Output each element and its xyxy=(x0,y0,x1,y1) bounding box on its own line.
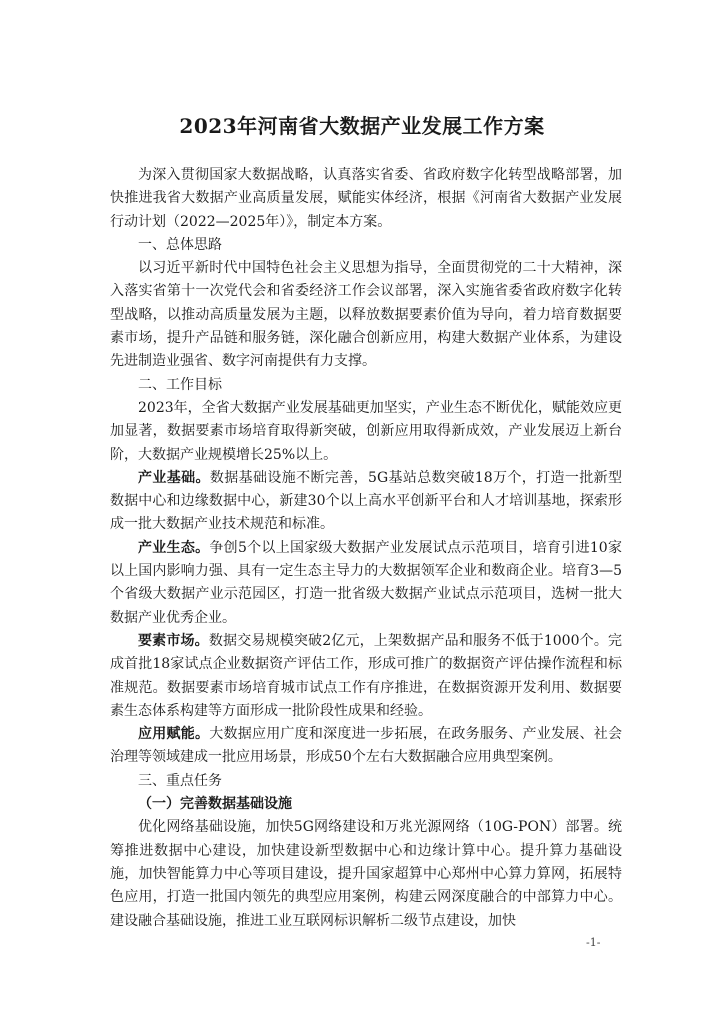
overall-approach-paragraph: 以习近平新时代中国特色社会主义思想为指导，全面贯彻党的二十大精神，深入落实省第十一次党代会和省委经济工作会议部署，深入实施省委省政府数字化转型战略，以推动高质量发展为主题，以释放数据要素价值为导向，着力培育数据要素市场，提升产品链和服务链，深化融合创新应用，构建大数据产业体系，为建设先进制造业强省、数字河南提供有力支撑。 xyxy=(110,260,622,370)
goals-paragraph: 2023年，全省大数据产业发展基础更加坚实，产业生态不断优化，赋能效应更加显著，数据要素市场培育取得新突破，创新应用取得新成效，产业发展迈上新台阶，大数据产业规模增长25%以上。 xyxy=(110,399,622,463)
goal-item-industry-ecosystem xyxy=(110,537,622,630)
page-number: -1- xyxy=(586,936,601,949)
subsection-heading-data-infrastructure: （一）完善数据基础设施 xyxy=(138,796,292,813)
goal-item-lead: 产业生态。 xyxy=(138,539,210,556)
section-heading-goals: 二、工作目标 xyxy=(138,376,222,393)
goal-item-lead: 应用赋能。 xyxy=(138,726,210,743)
section-heading-overall-approach: 一、总体思路 xyxy=(138,236,222,253)
goal-item-text: 大数据应用广度和深度进一步拓展，在政务服务、产业发展、社会治理等领域建成一批应用场景，形成50个左右大数据融合应用典型案例。 xyxy=(110,726,623,766)
document-title: 2023年河南省大数据产业发展工作方案 xyxy=(179,114,545,138)
intro-paragraph: 为深入贯彻国家大数据战略，认真落实省委、省政府数字化转型战略部署，加快推进我省大数据产业高质量发展，赋能实体经济，根据《河南省大数据产业发展行动计划（2022—2025年）》，制定本方案。 xyxy=(110,167,622,230)
goal-item-industry-foundation xyxy=(110,467,622,537)
goal-item-factor-market xyxy=(110,630,622,723)
goal-item-lead: 要素市场。 xyxy=(138,632,209,649)
goal-item-lead: 产业基础。 xyxy=(138,469,210,486)
goal-item-application-empowerment xyxy=(110,723,622,770)
goal-item-text: 数据基础设施不断完善，5G基站总数突破18万个，打造一批新型数据中心和边缘数据中心，新建30个以上高水平创新平台和人才培训基地，探索形成一批大数据产业技术规范和标准。 xyxy=(110,469,622,533)
document-body xyxy=(110,164,622,933)
goal-item-text: 数据交易规模突破2亿元，上架数据产品和服务不低于1000个。完成首批18家试点企业数据资产评估工作，形成可推广的数据资产评估操作流程和标准规范。数据要素市场培育城市试点工作有序推进，在数据资源开发利用、数据要素生态体系构建等方面形成一批阶段性成果和经验。 xyxy=(110,632,622,719)
goal-item-text: 争创5个以上国家级大数据产业发展试点示范项目，培育引进10家以上国内影响力强、具有一定生态主导力的大数据领军企业和数商企业。培育3—5个省级大数据产业示范园区，打造一批省级大数据产业试点示范项目，选树一批大数据产业优秀企业。 xyxy=(110,539,622,626)
section-heading-key-tasks: 三、重点任务 xyxy=(138,772,222,789)
data-infrastructure-paragraph: 优化网络基础设施，加快5G网络建设和万兆光源网络（10G-PON）部署。统筹推进数据中心建设，加快建设新型数据中心和边缘计算中心。提升算力基础设施，加快智能算力中心等项目建设，提升国家超算中心郑州中心算力算网，拓展特色应用，打造一批国内领先的典型应用案例，构建云网深度融合的中部算力中心。建设融合基础设施，推进工业互联网标识解析二级节点建设，加快 xyxy=(110,819,622,929)
